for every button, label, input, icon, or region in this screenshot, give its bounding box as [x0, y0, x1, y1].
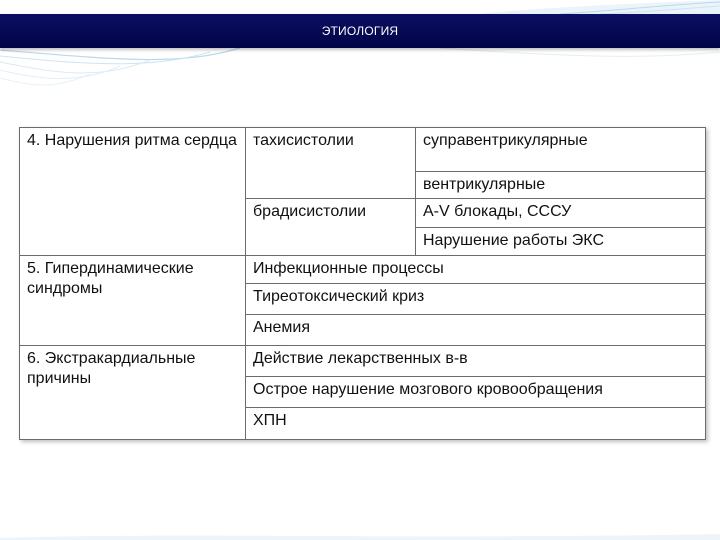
- list-item: Острое нарушение мозгового кровообращения: [246, 377, 706, 408]
- bradysystole-cell: брадисистолии: [246, 199, 416, 256]
- supraventricular-cell: суправентрикулярные: [416, 128, 706, 172]
- ventricular-cell: вентрикулярные: [416, 172, 706, 199]
- list-item: Действие лекарственных в-в: [246, 346, 706, 377]
- list-item: Тиреотоксический криз: [246, 284, 706, 315]
- tachysystole-cell: тахисистолии: [246, 128, 416, 199]
- list-item: Анемия: [246, 315, 706, 346]
- etiology-table: [19, 127, 706, 440]
- list-item: Инфекционные процессы: [246, 256, 706, 284]
- group-4-label: 4. Нарушения ритма сердца: [20, 128, 246, 256]
- pacemaker-cell: Нарушение работы ЭКС: [416, 228, 706, 256]
- group-6-label: 6. Экстракардиальные причины: [20, 346, 246, 440]
- list-item: ХПН: [246, 408, 706, 440]
- footer-decoration: [0, 530, 720, 540]
- group-5-label: 5. Гипердинамические синдромы: [20, 256, 246, 346]
- slide-title: ЭТИОЛОГИЯ: [321, 24, 399, 38]
- title-bar: [0, 14, 720, 48]
- av-block-cell: A-V блокады, СССУ: [416, 199, 706, 228]
